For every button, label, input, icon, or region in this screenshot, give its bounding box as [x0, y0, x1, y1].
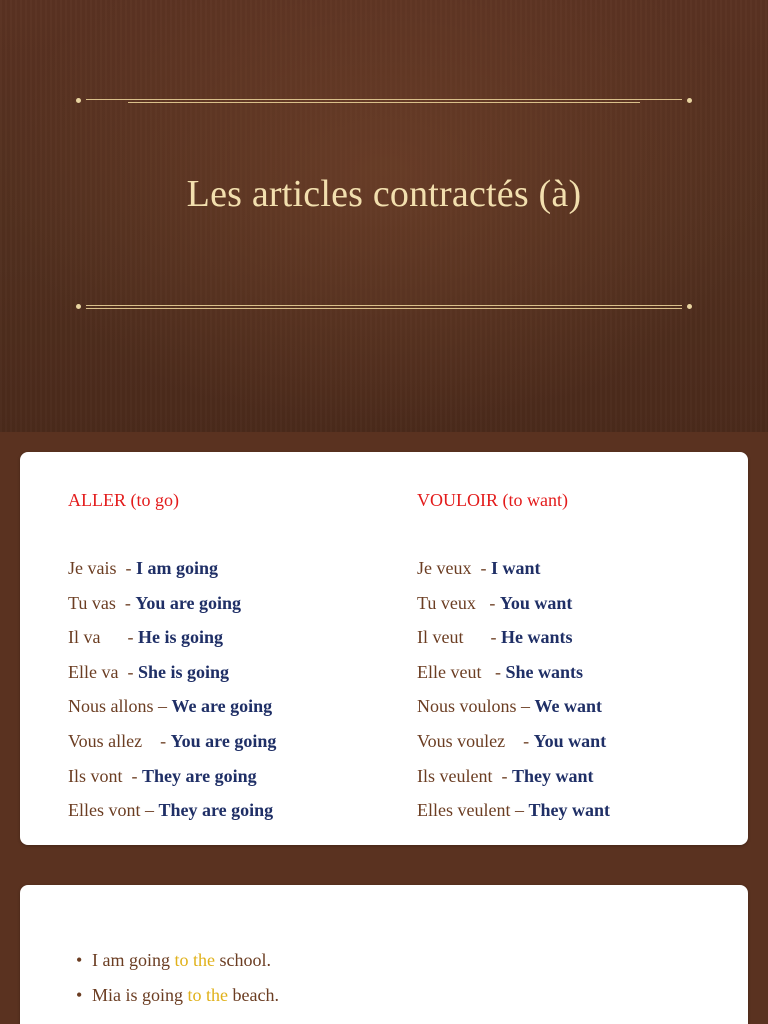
- separator: -: [505, 731, 534, 751]
- english-translation: He wants: [501, 627, 573, 648]
- french-form: Nous voulons: [417, 696, 517, 717]
- aller-heading: ALLER (to go): [68, 490, 179, 510]
- highlighted-article: to the: [187, 985, 229, 1005]
- conjugation-row: [417, 627, 573, 648]
- english-translation: She wants: [505, 661, 584, 682]
- english-translation: They want: [511, 765, 594, 786]
- french-form: Nous allons: [68, 696, 154, 717]
- french-form: Vous voulez: [417, 731, 506, 751]
- english-translation: You are going: [135, 592, 242, 613]
- french-form: Tu vas: [68, 592, 116, 613]
- bottom-decorative-rule: [76, 303, 692, 311]
- conjugation-row: [417, 800, 610, 821]
- english-translation: They are going: [142, 765, 257, 786]
- bullet-icon: •: [76, 950, 83, 970]
- french-form: Elle veut: [417, 661, 482, 682]
- french-form: Tu veux: [417, 592, 476, 613]
- english-translation: I am going: [136, 558, 219, 578]
- conjugation-row: [68, 662, 229, 683]
- french-form: Vous allez: [68, 731, 143, 751]
- english-translation: We want: [534, 696, 603, 717]
- conjugation-row: [417, 593, 572, 614]
- french-form: Il va: [68, 627, 101, 648]
- english-translation: They want: [528, 800, 610, 821]
- separator: –: [140, 800, 159, 821]
- example-text: school.: [215, 950, 271, 970]
- english-translation: I want: [490, 558, 541, 578]
- example-text: Mia is going: [92, 985, 188, 1005]
- conjugation-row: [417, 696, 602, 717]
- conjugation-row: [68, 593, 241, 614]
- conjugation-row: [417, 731, 606, 752]
- french-form: Elles veulent: [417, 800, 511, 821]
- french-form: Elle va: [68, 661, 119, 682]
- separator: –: [516, 696, 535, 717]
- separator: –: [510, 800, 529, 821]
- conjugation-slide: [20, 452, 748, 845]
- rule-dot-right: [687, 304, 692, 309]
- example-list: [76, 950, 279, 1020]
- bullet-icon: •: [76, 985, 83, 1005]
- separator: -: [142, 731, 171, 751]
- title-slide: [0, 0, 768, 432]
- separator: -: [463, 627, 501, 648]
- example-item: [76, 985, 279, 1020]
- english-translation: You want: [499, 592, 573, 613]
- english-translation: They are going: [158, 800, 274, 821]
- separator: -: [118, 661, 138, 682]
- rule-dot-left: [76, 304, 81, 309]
- conjugation-row: [417, 662, 583, 683]
- english-translation: We are going: [171, 696, 273, 717]
- french-form: Elles vont: [68, 800, 141, 821]
- conjugation-row: [68, 696, 272, 717]
- conjugation-row: [68, 558, 218, 579]
- english-translation: You want: [533, 731, 607, 751]
- english-translation: You are going: [170, 731, 277, 751]
- slide-title: Les articles contractés (à): [186, 173, 582, 215]
- examples-slide: [20, 885, 748, 1024]
- conjugation-row: [68, 627, 223, 648]
- english-translation: She is going: [137, 661, 230, 682]
- separator: -: [492, 765, 512, 786]
- separator: -: [481, 661, 506, 682]
- english-translation: He is going: [137, 627, 223, 648]
- conjugation-row: [417, 766, 594, 787]
- example-item: [76, 950, 279, 985]
- example-text: beach.: [228, 985, 279, 1005]
- separator: -: [116, 558, 136, 578]
- french-form: Je veux: [417, 558, 472, 578]
- french-form: Ils veulent: [417, 765, 493, 786]
- vouloir-heading: VOULOIR (to want): [417, 490, 568, 510]
- example-text: I am going: [92, 950, 175, 970]
- separator: -: [471, 558, 491, 578]
- french-form: Il veut: [417, 627, 464, 648]
- french-form: Je vais: [68, 558, 117, 578]
- separator: -: [122, 765, 143, 786]
- conjugation-row: [417, 558, 541, 579]
- separator: -: [115, 592, 136, 613]
- conjugation-row: [68, 731, 276, 752]
- conjugation-row: [68, 800, 273, 821]
- separator: –: [153, 696, 172, 717]
- highlighted-article: to the: [174, 950, 215, 970]
- rule-dot-left: [76, 98, 81, 103]
- french-form: Ils vont: [68, 765, 123, 786]
- top-decorative-rule: [76, 97, 692, 105]
- separator: -: [475, 592, 500, 613]
- rule-dot-right: [687, 98, 692, 103]
- separator: -: [100, 627, 138, 648]
- conjugation-row: [68, 766, 257, 787]
